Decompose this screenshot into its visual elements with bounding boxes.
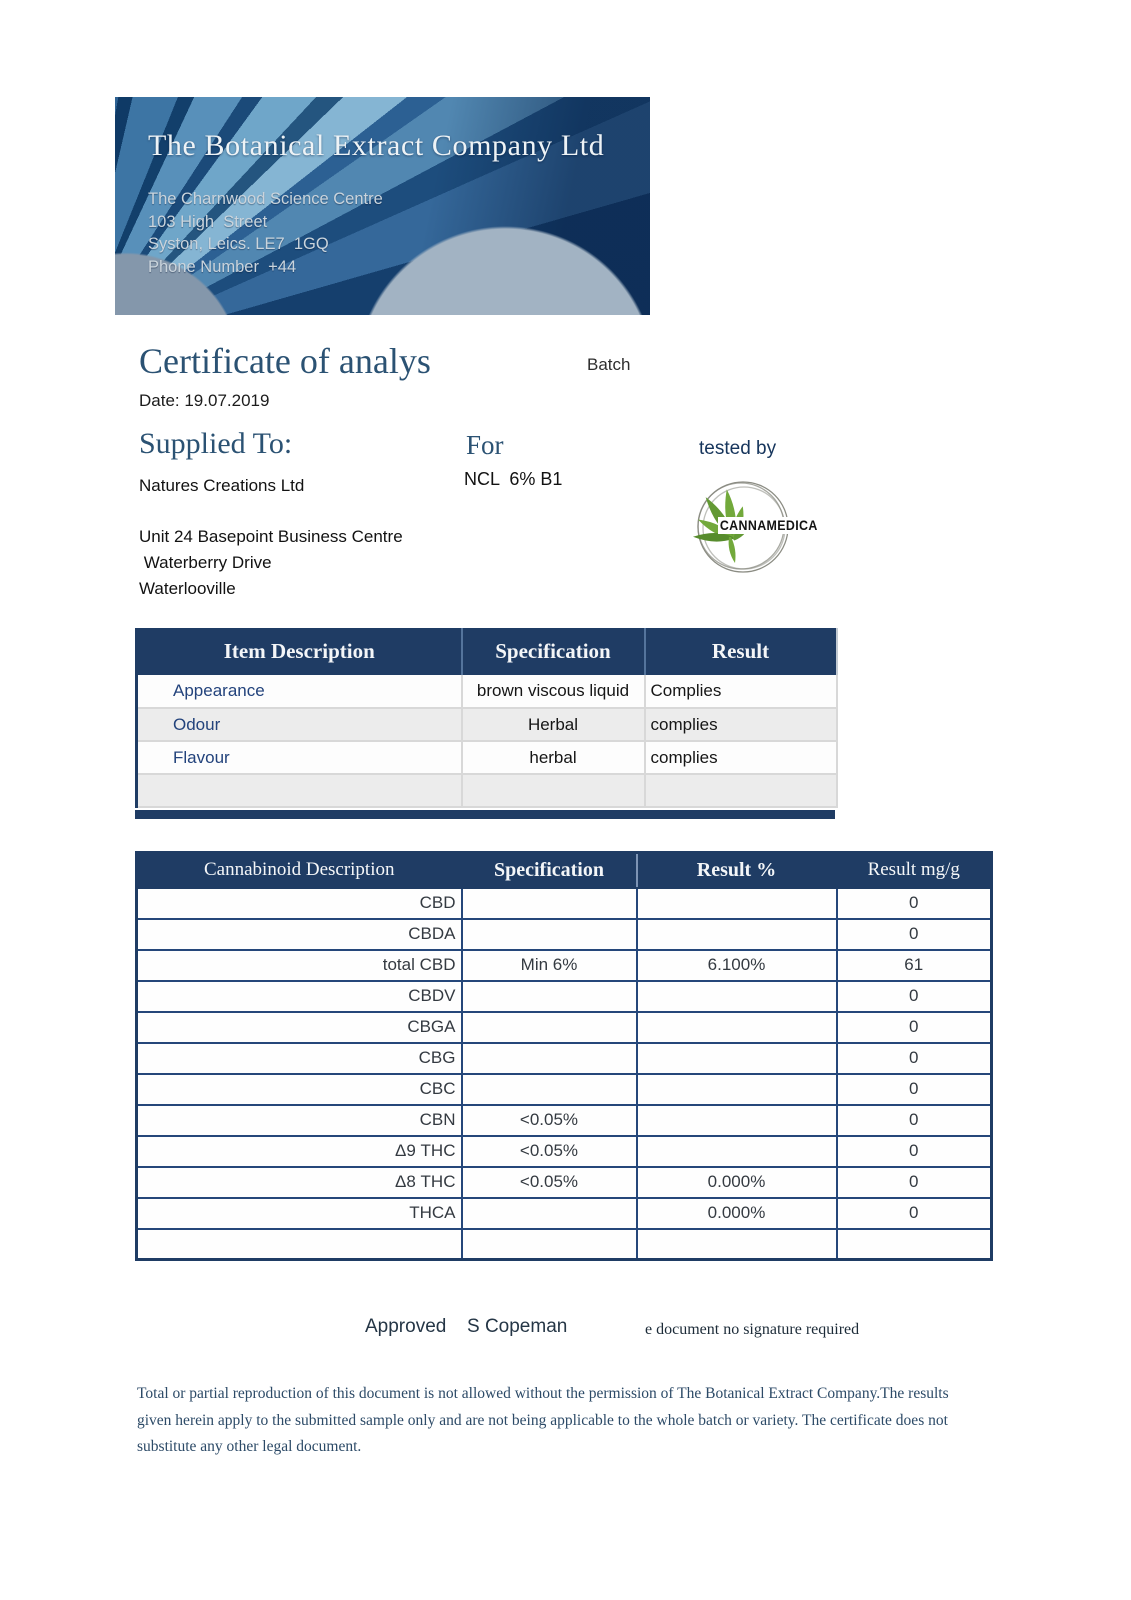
- spec-cell: [462, 1074, 637, 1105]
- tested-by-label: tested by: [699, 438, 777, 459]
- result-mg-cell: 0: [837, 1105, 992, 1136]
- result-pct-cell: [637, 919, 837, 950]
- cannabinoid-name-cell: Δ9 THC: [137, 1136, 462, 1167]
- cannamedica-logo: [691, 475, 818, 579]
- spec-cell: <0.05%: [462, 1105, 637, 1136]
- item-description-header: Item Description: [137, 628, 462, 675]
- result-pct-cell: 0.000%: [637, 1198, 837, 1229]
- result-pct-cell: [637, 1105, 837, 1136]
- spec-cell: [462, 1198, 637, 1229]
- company-address-line: Syston, Leics. LE7 1GQ: [148, 235, 329, 253]
- spec-cell: [462, 919, 637, 950]
- result-cell: Complies: [645, 675, 837, 708]
- table-row: [137, 774, 837, 807]
- result-pct-cell: 6.100%: [637, 950, 837, 981]
- table-row: [137, 1167, 992, 1198]
- spec-cell: [462, 888, 637, 919]
- product-name: NCL 6% B1: [464, 469, 563, 489]
- supplied-to-heading: Supplied To:: [139, 427, 293, 460]
- company-address: [148, 188, 383, 278]
- table-row: [137, 981, 992, 1012]
- spec-cell: [462, 1229, 637, 1260]
- cannabinoid-name-cell: CBGA: [137, 1012, 462, 1043]
- cannabinoid-name-cell: CBDV: [137, 981, 462, 1012]
- specification-header: Specification: [462, 853, 637, 888]
- table-row: [137, 950, 992, 981]
- result-mg-header: Result mg/g: [837, 853, 992, 888]
- company-header-image: [115, 97, 650, 315]
- cannabinoid-name-cell: THCA: [137, 1198, 462, 1229]
- result-pct-header: Result %: [637, 853, 837, 888]
- company-name: The Botanical Extract Company Ltd: [148, 129, 605, 162]
- cannabinoid-name-cell: total CBD: [137, 950, 462, 981]
- company-address-line: 103 High Street: [148, 212, 268, 231]
- result-pct-cell: [637, 981, 837, 1012]
- company-address-line: Phone Number +44: [148, 257, 297, 276]
- result-cell: complies: [645, 741, 837, 774]
- result-mg-cell: 0: [837, 981, 992, 1012]
- supplied-address-line: Waterlooville: [139, 579, 236, 598]
- company-address-line: The Charnwood Science Centre: [148, 190, 383, 208]
- result-mg-cell: 61: [837, 950, 992, 981]
- cannabinoid-table-header-row: [137, 853, 992, 888]
- result-header: Result: [645, 628, 837, 675]
- result-pct-cell: [637, 1074, 837, 1105]
- result-mg-cell: 0: [837, 1012, 992, 1043]
- cannabinoid-name-cell: CBG: [137, 1043, 462, 1074]
- result-mg-cell: [837, 1229, 992, 1260]
- cannabinoid-name-cell: CBDA: [137, 919, 462, 950]
- result-mg-cell: 0: [837, 1198, 992, 1229]
- result-pct-cell: [637, 1229, 837, 1260]
- result-mg-cell: 0: [837, 1074, 992, 1105]
- spec-cell: <0.05%: [462, 1136, 637, 1167]
- cannabinoid-table: [135, 851, 993, 1261]
- approver-name: S Copeman: [467, 1316, 568, 1337]
- result-pct-cell: [637, 888, 837, 919]
- spec-cell: herbal: [462, 741, 645, 774]
- result-pct-cell: [637, 1136, 837, 1167]
- result-cell: complies: [645, 708, 837, 741]
- batch-label: Batch: [587, 355, 631, 374]
- result-mg-cell: 0: [837, 1043, 992, 1074]
- result-mg-cell: 0: [837, 1167, 992, 1198]
- item-table-bottom-bar: [135, 810, 835, 819]
- spec-cell: [462, 1043, 637, 1074]
- supplied-address-line: Unit 24 Basepoint Business Centre: [139, 527, 403, 546]
- item-cell: Flavour: [137, 741, 462, 774]
- table-row: [137, 708, 837, 741]
- cannabinoid-description-header: Cannabinoid Description: [137, 853, 462, 888]
- spec-cell: Herbal: [462, 708, 645, 741]
- table-row: [137, 1043, 992, 1074]
- table-row: [137, 1229, 992, 1260]
- specification-header: Specification: [462, 628, 645, 675]
- approved-label: Approved: [365, 1316, 447, 1337]
- spec-cell: [462, 981, 637, 1012]
- cannabinoid-name-cell: CBD: [137, 888, 462, 919]
- date-line: Date: 19.07.2019: [139, 391, 270, 410]
- item-cell: Odour: [137, 708, 462, 741]
- table-row: [137, 1012, 992, 1043]
- result-mg-cell: 0: [837, 919, 992, 950]
- table-row: [137, 1105, 992, 1136]
- item-description-table: [135, 628, 838, 808]
- table-row: [137, 1136, 992, 1167]
- cannamedica-logo-text: CANNAMEDICA: [719, 518, 818, 533]
- result-mg-cell: 0: [837, 1136, 992, 1167]
- spec-cell: Min 6%: [462, 950, 637, 981]
- table-row: [137, 919, 992, 950]
- table-row: [137, 1074, 992, 1105]
- item-cell: Appearance: [137, 675, 462, 708]
- result-pct-cell: 0.000%: [637, 1167, 837, 1198]
- table-row: [137, 888, 992, 919]
- spec-cell: [462, 774, 645, 807]
- cannabinoid-name-cell: CBN: [137, 1105, 462, 1136]
- supplied-address-line: Waterberry Drive: [139, 553, 272, 572]
- spec-cell: [462, 1012, 637, 1043]
- spec-cell: brown viscous liquid: [462, 675, 645, 708]
- result-mg-cell: 0: [837, 888, 992, 919]
- for-heading: For: [466, 430, 504, 460]
- result-cell: [645, 774, 837, 807]
- footer-disclaimer: Total or partial reproduction of this document is not allowed without the permission of The Botanical Extract Company.The results given herein apply to the submitted sample only and are not being applicable to the whole batch or variety. The certificate does not substitute any other legal document.: [137, 1385, 949, 1455]
- certificate-title: Certificate of analys: [139, 341, 431, 381]
- table-row: [137, 675, 837, 708]
- cannabinoid-name-cell: Δ8 THC: [137, 1167, 462, 1198]
- result-pct-cell: [637, 1012, 837, 1043]
- approval-note: e document no signature required: [645, 1321, 860, 1338]
- cannabinoid-name-cell: CBC: [137, 1074, 462, 1105]
- result-pct-cell: [637, 1043, 837, 1074]
- item-cell: [137, 774, 462, 807]
- cannabinoid-name-cell: [137, 1229, 462, 1260]
- spec-cell: <0.05%: [462, 1167, 637, 1198]
- item-table-header-row: [137, 628, 837, 675]
- table-row: [137, 1198, 992, 1229]
- supplied-company: Natures Creations Ltd: [139, 476, 305, 495]
- table-row: [137, 741, 837, 774]
